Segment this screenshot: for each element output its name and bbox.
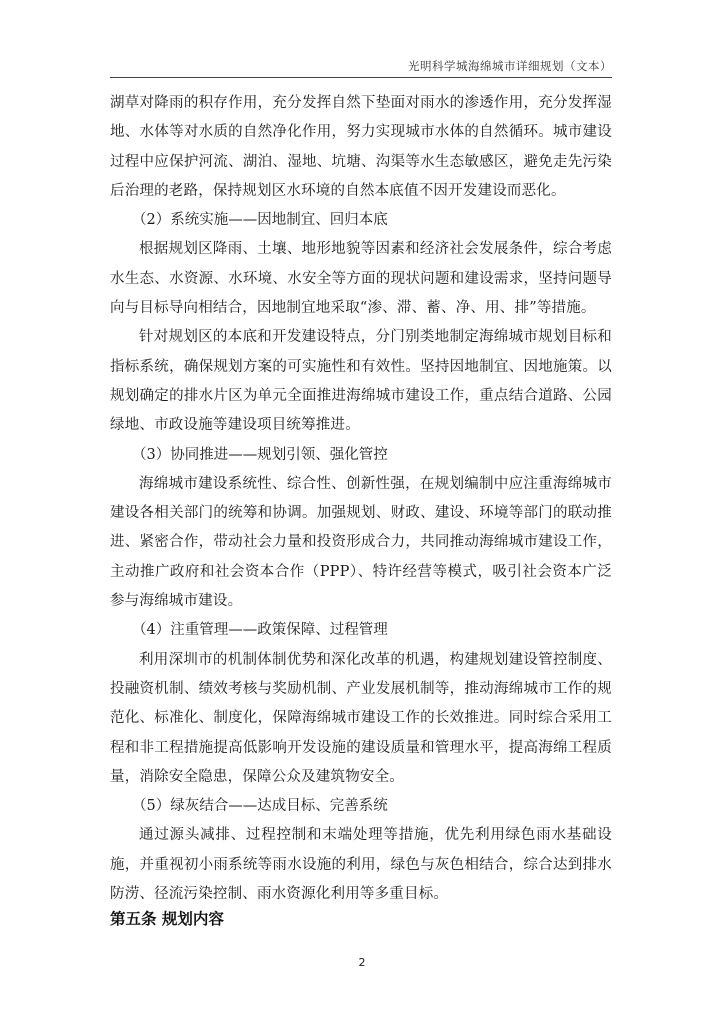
page-number: 2 <box>358 956 366 969</box>
document-body <box>110 89 612 909</box>
document-header: 光明科学城海绵城市详细规划（文本） <box>408 59 612 73</box>
subheading-green-grey: （5）绿灰结合——达成目标、完善系统 <box>132 798 388 815</box>
paragraph-local-conditions: 根据规划区降雨、土壤、地形地貌等因素和经济社会发展条件，综合考虑水生态、水资源、水环境、水安全等方面的现状问题和建设需求，坚持问题导向与目标导向相结合，因地制宜地采取“渗、滞、蓄、净、用、排”等措施。 <box>110 241 612 317</box>
paragraph-target-system: 针对规划区的本底和开发建设特点，分门别类地制定海绵城市规划目标和指标系统，确保规划方案的可实施性和有效性。坚持因地制宜、因地施策。以规划确定的排水片区为单元全面推进海绵城市建设工作，重点结合道路、公园绿地、市政设施等建设项目统筹推进。 <box>110 329 612 434</box>
paragraph-green-grey-measures: 通过源头减排、过程控制和末端处理等措施，优先利用绿色雨水基础设施，并重视初小雨系统等雨水设施的利用，绿色与灰色相结合，综合达到排水防涝、径流污染控制、雨水资源化利用等多重目标。 <box>110 827 612 903</box>
paragraph-coordination: 海绵城市建设系统性、综合性、创新性强，在规划编制中应注重海绵城市建设各相关部门的统筹和协调。加强规划、财政、建设、环境等部门的联动推进、紧密合作，带动社会力量和投资形成合力，共同推动海绵城市建设工作，主动推广政府和社会资本合作（PPP）、特许经营等模式，吸引社会资本广泛参与海绵城市建设。 <box>110 475 612 610</box>
subheading-management: （4）注重管理——政策保障、过程管理 <box>132 622 388 639</box>
paragraph-principle-1-continued: 湖草对降雨的积存作用，充分发挥自然下垫面对雨水的渗透作用，充分发挥湿地、水体等对水质的自然净化作用，努力实现城市水体的自然循环。城市建设过程中应保护河流、湖泊、湿地、坑塘、沟渠等水生态敏感区，避免走先污染后治理的老路，保持规划区水环境的自然本底值不因开发建设而恶化。 <box>110 95 612 199</box>
subheading-system-implementation: （2）系统实施——因地制宜、回归本底 <box>132 212 388 229</box>
subheading-coordinated-promotion: （3）协同推进——规划引领、强化管控 <box>132 446 388 463</box>
article-heading: 第五条 规划内容 <box>110 910 224 928</box>
paragraph-mechanisms: 利用深圳市的机制体制优势和深化改革的机遇，构建规划建设管控制度、投融资机制、绩效考核与奖励机制、产业发展机制等，推动海绵城市工作的规范化、标准化、制度化，保障海绵城市建设工作的长效推进。同时综合采用工程和非工程措施提高低影响开发设施的建设质量和管理水平，提高海绵工程质量，消除安全隐患，保障公众及建筑物安全。 <box>110 651 612 785</box>
header-divider <box>110 77 612 78</box>
